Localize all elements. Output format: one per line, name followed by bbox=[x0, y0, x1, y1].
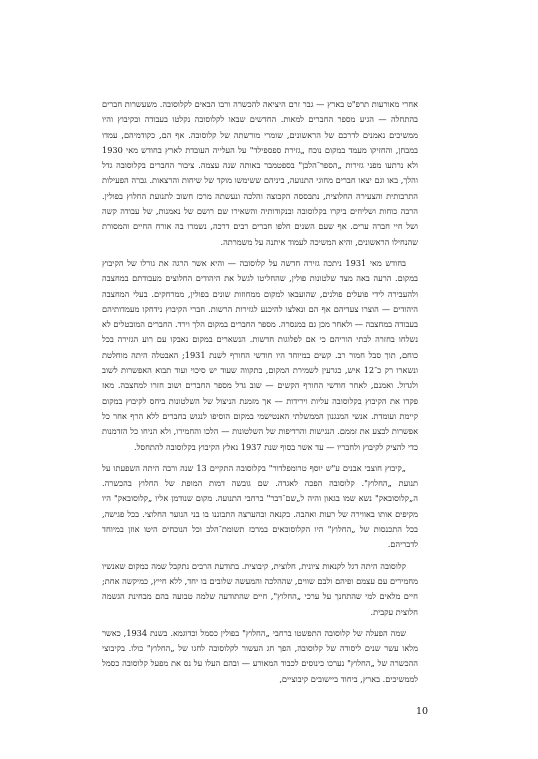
paragraph: אחרי מאורעות תרפ"ט בארץ — גבר זרם היציאה להכשרה ורבו הבאים לקלוסובה. משעשרות חברים בהתחלה — הגיע מספר החברים למאות. החדשים שבאו לקלוסובה נקלטו בעבודה ובקיבוץ והיו ממשיכים נאמנים לדרכם של הראשונים, שומרי מורשתה של קלוסובה. אף הם, כקודמיהם, עמדו במבחן, והחזיקו מעמד במקום נוכח „גזירת ספספילד" על העלייה העובדת לארץ בחודש מאי 1930 ולא נרתעו מפני גזירות „הספר־הלבן" בספטמבר באותה שנה עצמה. ציבור החברים בקלוסובה גדל והלך, באו וגם יצאו חברים מחוגי התנועה, ביניהם ששימשו מוקד של שיחות והרצאות. גברה הפעילות התרבותית והצעירה החלוצית, נתבססה הקבוצה והלכה ונעשתה מרכז חשוב לתנועת החלוץ בפולין. הרבה כוחות ושליחים ביקרו בקלוסובה ובנקודותיה והשאירו שם רושם של נאמנות, של עבודה קשה ושל חיי חברה ערים. אף שעם השנים חלפו חברים רבים דרכה, נשמרו בה אורח החיים והמסורת שהנחילו הראשונים, והיא המשיכה לעמוד איתנה על משמרתה. bbox=[102, 99, 418, 247]
paragraph: שמה הפעלה של קלוסובה התפשטו ברחבי „החלוץ" בפולין כסמל וכדוגמא. בשנת 1934, כאשר מלאו עשר שנים ליסודה של קלוסובה, הפך חג העשור לקלוסובה לחגו של „החלוץ" כולו. בקיבוצי ההכשרה של „החלוץ" נערכו כינוסים לכבוד המאורע — ובהם העלו על נס את מפעל קלוסובה כסמל לממשיכים. בארץ, ביחוד ביישובים קיבוציים, bbox=[102, 627, 418, 684]
paragraph: בחודש מאי 1931 ניתכה גזירה חדשה על קלוסובה — והיא אשר הרגה את גורלו של הקיבוץ במקום. הרעה באה מצד שלטונות פולין, שהחליטו לגשל את היהודים החלוצים מעבודתם במחצבה ולהעבירה לידי פועלים פולנים, שהועבאו למקום ממחוזות שונים בפולין, ממרחקים. בעלי המחצבה היהודים — הוצרו צעדיהם אף הם ונאלצו להיכנע לגזירות הרשות. חברי הקיבוץ נידחקו מעמדותיהם בעבודה במחצבה — ולאחר מכן גם במנסרה. מספר החברים במקום הלך וירד. החברים המובטלים לא נשלחו בחזרה לבתי הוריהם כי אם לפלוגות חדשות. הנשארים במקום נאבקו עם רוע הגזירה בכל כוחם, תוך סבל חמור רב. קשים במיוחד היו חודשי החורף לשנת 1931; האבטלה היתה מוחלטת ונשארו רק כ־12 איש, כגרעין לשמירת המקום, בתקווה שעוד יש סיכוי ועוד תבוא האפשרות לשוב ולגדול. ואמנם, לאחר חודשי החורף הקשים — שוב גדל מספר החברים ושוב חזרו למחצבה. מאז פקדו את הקיבוץ בקלוסובה עליות וירידות — אך מזמנת הניצול של השלטונות ביחס לקיבוץ במקום קיימת ועומדת. אנשי המנגנון הממשלתי האנטישמי במקום הוסיפו לנגוש בחברים ללא הרף אחר כל אפשרות לבצע את זממם. הנגישות והרדיפות של השלטונות — הלכו והחמירו, ולא הניחו כל הזדמנות כדי להציק לקיבוץ ולחבריו — עד אשר בסוף שנת 1937 נאלץ הקיבוץ בקלוסובה להתחסל. bbox=[102, 257, 418, 452]
paragraph: „קיבוץ חוצבי אבנים ע"ש יוסף טרומפלדור" בקלוסובה התקיים 13 שנה ורבה היתה השפעתו על תנועת „החלוץ". קלוסובה הפכה לאגדה. שם גובשה דמות המופת של החלוץ בהכשרה. ה„קלוסובאק" נשא שמו בגאון והיה ל„שם־דבר" ברחבי התנועה. מקום שנודמן אליו „קלוסובאק" היו מקיפים אותו באווירה של רעות ואהבה. בקנאה ובהערצה התבוננו בו בני הנוער החלוצי. בכל פגישה, בכל התכנסות של „החלוץ" היו הקלוסובאים במרכז תשומת־הלב וכל הנוכחים היטו אוזן במיוחד לדבריהם. bbox=[102, 462, 418, 550]
body-text bbox=[102, 97, 418, 693]
page-number: 10 bbox=[416, 706, 429, 717]
paragraph: קלוסובה היתה דגל לקנאות ציונית, חלוצית, קיבוצית. בתודעת הרבים נתקבל שמה כמקום שאנשיו מחמירים עם עצמם ופיהם ולבם שווים, שההלכה והמעשה שלובים בו יחד, ללא חייץ, כמיקשה אחת; חיים מלאים למי שהתחנך על ערכי „החלוץ", חיים שהתודעה שלמה טבועה בהם מבחינת הגשמה חלוצית עקבית. bbox=[102, 560, 418, 617]
